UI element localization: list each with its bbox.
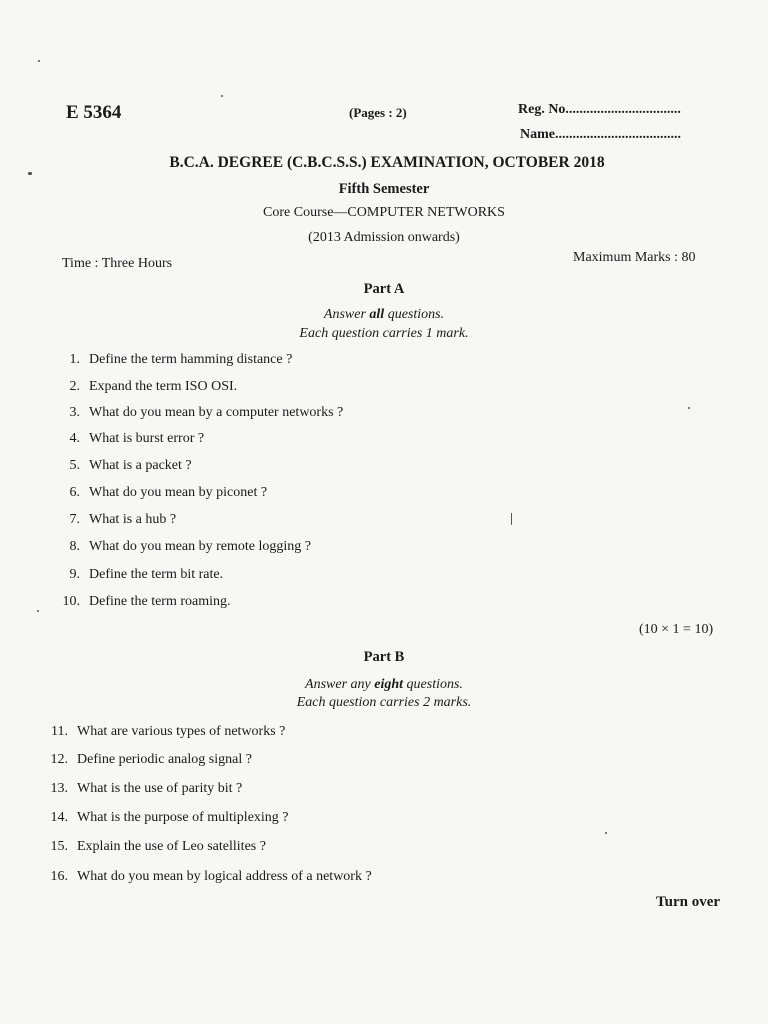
question-item: 2. Expand the term ISO OSI.	[69, 379, 238, 394]
scan-speck	[37, 610, 39, 612]
question-item: 1. Define the term hamming distance ?	[69, 352, 293, 367]
question-item: 3. What do you mean by a computer networks ?	[69, 405, 344, 420]
scan-speck	[38, 60, 40, 62]
question-item: 6. What do you mean by piconet ?	[69, 485, 268, 500]
question-item: 14. What is the purpose of multiplexing ?	[50, 810, 289, 825]
question-item: 7. What is a hub ?	[69, 512, 177, 527]
part-a-heading: Part A	[363, 281, 405, 297]
part-b-heading: Part B	[363, 649, 405, 665]
reg-no-field: Reg. No.................................	[518, 102, 681, 117]
course-title: Core Course—COMPUTER NETWORKS	[263, 205, 505, 220]
part-a-mark-note: Each question carries 1 mark.	[299, 326, 469, 341]
scan-speck	[511, 513, 512, 525]
exam-title: B.C.A. DEGREE (C.B.C.S.S.) EXAMINATION, OCTOBER 2018	[169, 154, 605, 171]
part-b-instruction: Answer any eight questions.	[305, 677, 463, 692]
question-item: 11. What are various types of networks ?	[51, 724, 286, 739]
part-a-instruction: Answer all questions.	[323, 307, 445, 322]
question-item: 13. What is the use of parity bit ?	[50, 781, 243, 796]
question-item: 4. What is burst error ?	[69, 431, 205, 446]
scan-speck	[28, 172, 32, 175]
question-item: 12. Define periodic analog signal ?	[50, 752, 252, 767]
paper-code: E 5364	[66, 102, 122, 123]
name-field: Name....................................	[520, 127, 681, 142]
question-item: 15. Explain the use of Leo satellites ?	[50, 839, 266, 854]
exam-duration: Time : Three Hours	[62, 256, 173, 271]
scan-speck	[605, 832, 607, 834]
scan-speck	[688, 407, 690, 409]
semester: Fifth Semester	[338, 181, 430, 197]
part-b-mark-note: Each question carries 2 marks.	[296, 695, 472, 710]
question-item: 8. What do you mean by remote logging ?	[69, 539, 311, 554]
question-item: 16. What do you mean by logical address of a network ?	[50, 869, 372, 884]
admission-note: (2013 Admission onwards)	[308, 230, 460, 245]
scan-speck	[221, 95, 223, 97]
question-item: 10. Define the term roaming.	[62, 594, 231, 609]
page-count: (Pages : 2)	[349, 105, 407, 120]
part-a-score: (10 × 1 = 10)	[639, 622, 714, 637]
question-item: 5. What is a packet ?	[69, 458, 192, 473]
turn-over-note: Turn over	[656, 894, 721, 910]
question-item: 9. Define the term bit rate.	[69, 567, 224, 582]
maximum-marks: Maximum Marks : 80	[573, 250, 696, 265]
